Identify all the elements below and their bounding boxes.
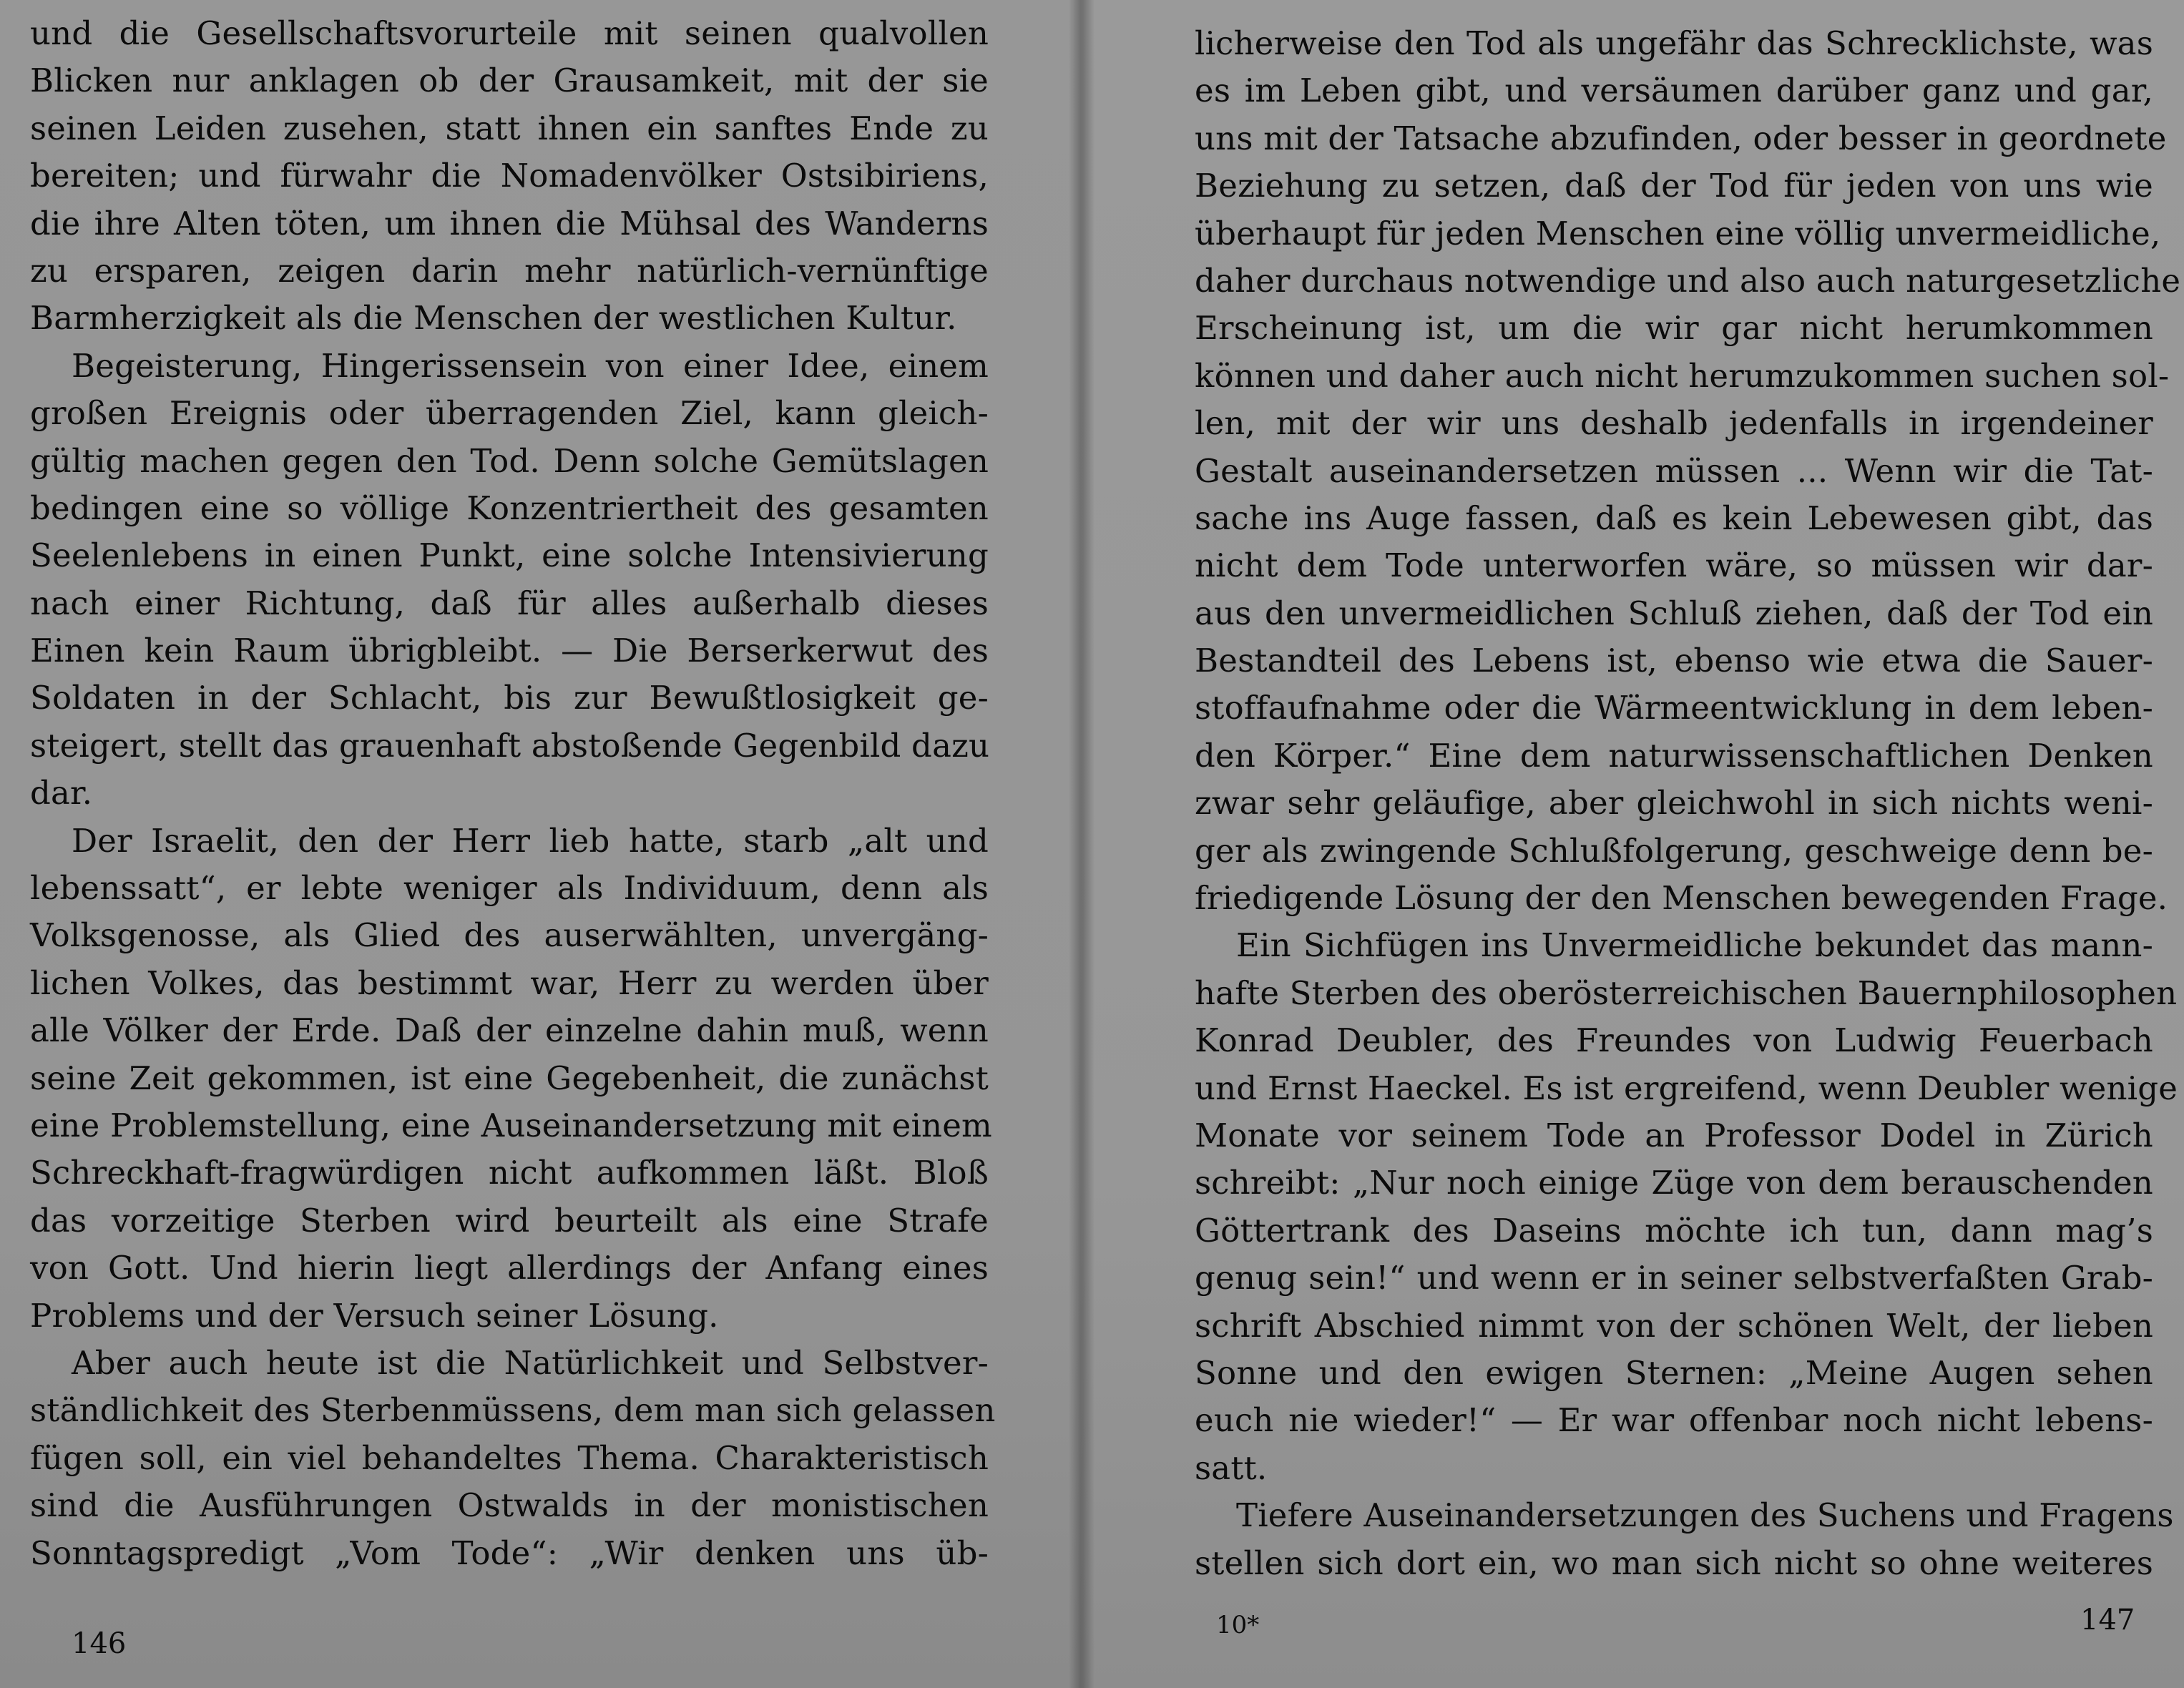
right-page-text-line: Gestalt auseinandersetzen müssen ... Wenn wir die Tat-	[1195, 451, 2153, 490]
left-page-text-line: Aber auch heute ist die Natürlichkeit und Selbstver-	[72, 1343, 989, 1382]
left-page-text-line: steigert, stellt das grauenhaft abstoßende Gegenbild dazu	[30, 726, 990, 765]
right-page-text-line: genug sein!“ und wenn er in seiner selbstverfaßten Grab-	[1195, 1259, 2153, 1297]
left-page-text-line: Soldaten in der Schlacht, bis zur Bewußtlosigkeit ge-	[30, 679, 989, 717]
left-page-text-line: Schreckhaft-fragwürdigen nicht aufkommen läßt. Bloß	[30, 1154, 989, 1192]
right-page-text-line: und Ernst Haeckel. Es ist ergreifend, wenn Deubler wenige	[1195, 1069, 2178, 1107]
right-page-text-line: schrift Abschied nimmt von der schönen Welt, der lieben	[1195, 1306, 2153, 1345]
left-page-text-line: das vorzeitige Sterben wird beurteilt als eine Strafe	[30, 1201, 989, 1240]
left-page-text-line: und die Gesellschaftsvorurteile mit seinen qualvollen	[30, 14, 989, 52]
left-page-text-line: Seelenlebens in einen Punkt, eine solche Intensivierung	[30, 536, 989, 575]
left-page-text-line: Begeisterung, Hingerissensein von einer Idee, einem	[72, 346, 989, 385]
left-page-text-line: fügen soll, ein viel behandeltes Thema. Charakteristisch	[30, 1438, 989, 1477]
left-page-text-line: Barmherzigkeit als die Menschen der westlichen Kultur.	[30, 299, 957, 338]
right-page-text-line: euch nie wieder!“ — Er war offenbar noch nicht lebens-	[1195, 1401, 2153, 1440]
left-page-text-line: eine Problemstellung, eine Auseinandersetzung mit einem	[30, 1106, 992, 1144]
right-page-number: 147	[2080, 1604, 2135, 1637]
right-page-text-line: schreibt: „Nur noch einige Züge von dem berauschenden	[1195, 1164, 2153, 1202]
left-page-text-line: dar.	[30, 774, 93, 813]
right-page-text-line: satt.	[1195, 1448, 1268, 1487]
left-page-text-line: Sonntagspredigt „Vom Tode“: „Wir denken uns üb-	[30, 1534, 989, 1572]
right-page-text-line: Bestandteil des Lebens ist, ebenso wie etwa die Sauer-	[1195, 642, 2153, 680]
left-page-text-line: Problems und der Versuch seiner Lösung.	[30, 1296, 719, 1335]
left-page-text-line: Einen kein Raum übrigbleibt. — Die Berserkerwut des	[30, 632, 989, 670]
right-page-text-line: aus den unvermeidlichen Schluß ziehen, daß der Tod ein	[1195, 594, 2153, 632]
left-page-text	[30, 10, 996, 1577]
right-page	[1082, 0, 2184, 1688]
left-page-text-line: ständlichkeit des Sterbenmüssens, dem man sich gelassen	[30, 1391, 996, 1430]
right-page-text-line: Konrad Deubler, des Freundes von Ludwig Feuerbach	[1195, 1021, 2153, 1060]
left-page-text-line: lebenssatt“, er lebte weniger als Individuum, denn als	[30, 869, 989, 908]
right-page-text-line: hafte Sterben des oberösterreichischen Bauernphilosophen	[1195, 973, 2178, 1012]
left-page-text-line: seinen Leiden zusehen, statt ihnen ein sanftes Ende zu	[30, 109, 989, 147]
right-page-text-line: Sonne und den ewigen Sternen: „Meine Augen sehen	[1195, 1353, 2153, 1392]
left-page-text-line: zu ersparen, zeigen darin mehr natürlich-vernünftige	[30, 251, 989, 290]
right-page-text-line: Göttertrank des Daseins möchte ich tun, dann mag’s	[1195, 1211, 2153, 1250]
left-page-text-line: großen Ereignis oder überragenden Ziel, kann gleich-	[30, 394, 989, 433]
right-page-text-line: Beziehung zu setzen, daß der Tod für jeden von uns wie	[1195, 167, 2153, 205]
left-page-text-line: Volksgenosse, als Glied des auserwählten, unvergäng-	[30, 916, 989, 955]
right-page-text-line: Ein Sichfügen ins Unvermeidliche bekundet das mann-	[1236, 926, 2153, 965]
right-page-text-line: stellen sich dort ein, wo man sich nicht so ohne weiteres	[1195, 1544, 2153, 1582]
left-page-text-line: bedingen eine so völlige Konzentriertheit des gesamten	[30, 489, 989, 527]
right-page-text-line: nicht dem Tode unterworfen wäre, so müssen wir dar-	[1195, 546, 2153, 585]
left-page-text-line: Der Israelit, den der Herr lieb hatte, starb „alt und	[72, 821, 989, 860]
left-page-text-line: lichen Volkes, das bestimmt war, Herr zu werden über	[30, 963, 989, 1002]
right-page-text-line: den Körper.“ Eine dem naturwissenschaftlichen Denken	[1195, 736, 2153, 775]
right-page-text-line: zwar sehr geläufige, aber gleichwohl in sich nichts weni-	[1195, 784, 2153, 823]
left-page-text-line: sind die Ausführungen Ostwalds in der monistischen	[30, 1486, 989, 1525]
right-page-text-line: len, mit der wir uns deshalb jedenfalls in irgendeiner	[1195, 404, 2153, 443]
right-page-text-line: Erscheinung ist, um die wir gar nicht herumkommen	[1195, 309, 2153, 348]
right-page-text-line: Tiefere Auseinandersetzungen des Suchens und Fragens	[1236, 1496, 2174, 1535]
right-page-text-line: überhaupt für jeden Menschen eine völlig unvermeidliche,	[1195, 214, 2161, 252]
right-page-text-line: es im Leben gibt, und versäumen darüber ganz und gar,	[1195, 72, 2153, 110]
right-page-text-line: können und daher auch nicht herumzukommen suchen sol-	[1195, 356, 2170, 395]
left-page-text-line: Blicken nur anklagen ob der Grausamkeit, mit der sie	[30, 62, 989, 100]
book-gutter	[1069, 0, 1095, 1688]
left-page-text-line: von Gott. Und hierin liegt allerdings der Anfang eines	[30, 1249, 989, 1287]
right-page-text-line: stoffaufnahme oder die Wärmeentwicklung in dem leben-	[1195, 689, 2153, 727]
left-page-number: 146	[72, 1627, 127, 1660]
right-page-text-line: friedigende Lösung der den Menschen bewegenden Frage.	[1195, 879, 2168, 918]
left-page-text-line: die ihre Alten töten, um ihnen die Mühsal des Wanderns	[30, 204, 989, 242]
right-page-text-line: daher durchaus notwendige und also auch naturgesetzliche	[1195, 261, 2181, 300]
right-page-text-line: uns mit der Tatsache abzufinden, oder besser in geordnete	[1195, 119, 2167, 157]
right-page-text-line: Monate vor seinem Tode an Professor Dodel in Zürich	[1195, 1116, 2153, 1154]
left-page-text-line: bereiten; und fürwahr die Nomadenvölker Ostsibiriens,	[30, 157, 989, 195]
left-page-text-line: gültig machen gegen den Tod. Denn solche Gemütslagen	[30, 441, 989, 480]
signature-mark: 10*	[1216, 1611, 1260, 1639]
right-page-text-line: ger als zwingende Schlußfolgerung, geschweige denn be-	[1195, 831, 2153, 870]
right-page-text	[1195, 20, 2181, 1587]
right-page-text-line: sache ins Auge fassen, daß es kein Lebewesen gibt, das	[1195, 499, 2153, 537]
right-page-text-line: licherweise den Tod als ungefähr das Schrecklichste, was	[1195, 24, 2153, 62]
left-page-text-line: seine Zeit gekommen, ist eine Gegebenheit, die zunächst	[30, 1059, 989, 1097]
left-page-text-line: nach einer Richtung, daß für alles außerhalb dieses	[30, 584, 989, 622]
left-page-text-line: alle Völker der Erde. Daß der einzelne dahin muß, wenn	[30, 1011, 989, 1050]
left-page	[0, 0, 1082, 1688]
